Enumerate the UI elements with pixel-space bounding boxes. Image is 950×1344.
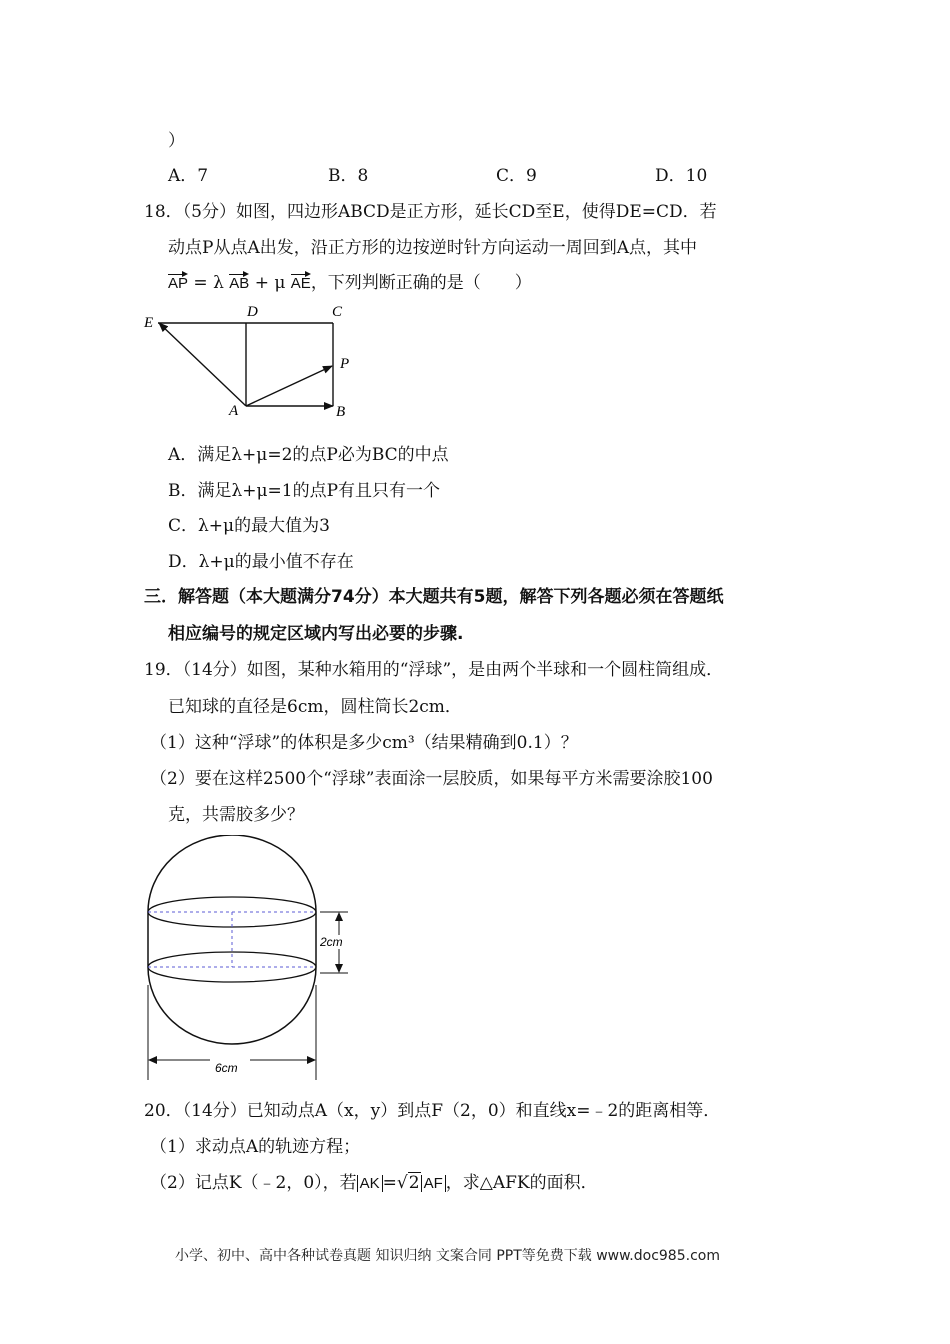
equals-sign: =: [193, 273, 208, 293]
q20-sub-2-pre: （2）记点K（﹣2，0），若: [150, 1173, 357, 1193]
equals-sign-2: =: [382, 1173, 397, 1193]
square-vector-figure: [140, 298, 370, 423]
sqrt-icon: √: [396, 1173, 408, 1193]
q18-line-1: 18．（5分）如图，四边形ABCD是正方形，延长CD至E，使得DE=CD．若: [144, 202, 717, 222]
vector-ap: AP: [168, 272, 188, 292]
q18-option-d: D．λ+μ的最小值不存在: [168, 552, 354, 572]
q17-option-b: B．8: [328, 166, 369, 186]
q20-line-1: 20．（14分）已知动点A（x，y）到点F（2，0）和直线x=﹣2的距离相等．: [144, 1101, 721, 1121]
top-hemisphere: [148, 835, 316, 912]
abs-af: AF: [421, 1175, 446, 1192]
q18-line-3: [168, 268, 532, 293]
label-d: D: [247, 304, 258, 320]
label-p: P: [340, 356, 350, 372]
vector-ae-arrow: [159, 323, 246, 406]
q19-sub-1: （1）这种“浮球”的体积是多少cm³（结果精确到0.1）？: [150, 733, 578, 753]
page-footer: 小学、初中、高中各种试卷真题 知识归纳 文案合同 PPT等免费下载 www.doc985.com: [175, 1248, 720, 1264]
lambda-symbol: λ: [213, 273, 224, 293]
float-ball-figure: [140, 835, 360, 1080]
q18-option-c: C．λ+μ的最大值为3: [168, 516, 330, 536]
q19-sub-2b: 克，共需胶多少？: [168, 805, 304, 825]
q18-line-2: 动点P从点A出发，沿正方形的边按逆时针方向运动一周回到A点，其中: [168, 238, 697, 258]
height-label: 2cm: [320, 935, 343, 949]
q17-option-a: A．7: [168, 166, 209, 186]
label-a: A: [229, 403, 239, 419]
label-e: E: [144, 315, 154, 331]
bottom-hemisphere: [148, 967, 316, 1044]
q19-line-2: 已知球的直径是6cm，圆柱筒长2cm．: [168, 697, 462, 717]
q18-line-3-tail: ，下列判断正确的是（ ）: [310, 273, 532, 293]
bottom-ellipse-front: [148, 967, 316, 982]
abs-ak: AK: [357, 1175, 383, 1192]
q17-option-c: C．9: [496, 166, 537, 186]
q17-tail: ）: [168, 131, 185, 151]
vector-ap-arrow: [246, 366, 332, 406]
diameter-label: 6cm: [215, 1061, 238, 1075]
sqrt-radicand: 2: [408, 1173, 420, 1193]
q20-sub-1: （1）求动点A的轨迹方程；: [150, 1137, 361, 1157]
q17-option-d: D．10: [655, 166, 708, 186]
label-b: B: [336, 404, 346, 420]
q19-sub-2a: （2）要在这样2500个“浮球”表面涂一层胶质，如果每平方米需要涂胶100: [150, 769, 713, 789]
q19-line-1: 19．（14分）如图，某种水箱用的“浮球”，是由两个半球和一个圆柱筒组成．: [144, 660, 724, 680]
vector-ab: AB: [229, 272, 249, 292]
label-c: C: [332, 304, 343, 320]
section-3-heading-line-1: 三．解答题（本大题满分74分）本大题共有5题，解答下列各题必须在答题纸: [144, 587, 724, 607]
section-3-heading-line-2: 相应编号的规定区域内写出必要的步骤.: [168, 624, 464, 644]
q18-option-a: A．满足λ+μ=2的点P必为BC的中点: [168, 445, 449, 465]
q20-sub-2-post: ，求△AFK的面积．: [445, 1173, 598, 1193]
q18-option-b: B．满足λ+μ=1的点P有且只有一个: [168, 481, 441, 501]
q20-sub-2: [150, 1168, 598, 1193]
plus-mu: + μ: [254, 273, 286, 293]
vector-ae: AE: [291, 272, 311, 292]
